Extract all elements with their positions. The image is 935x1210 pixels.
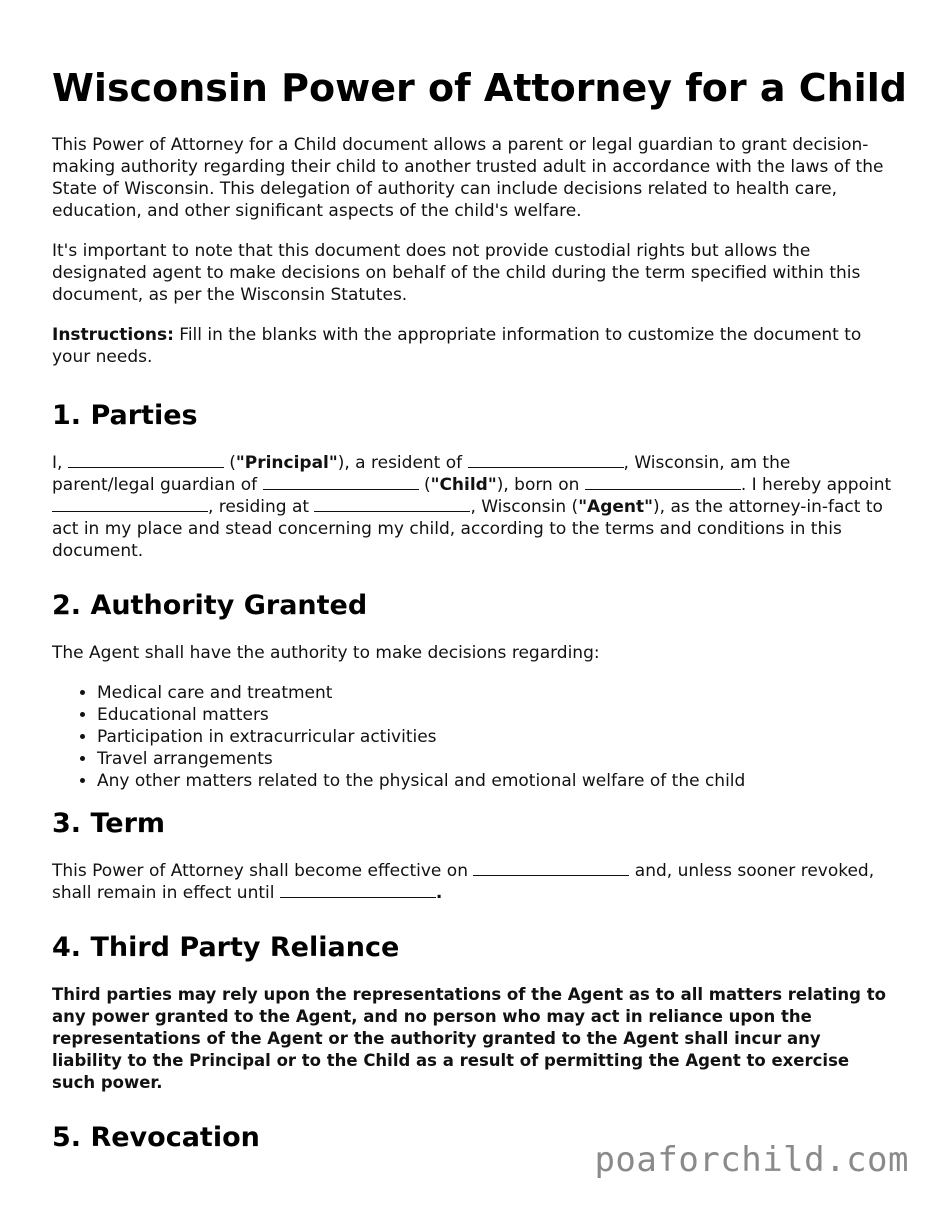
list-item: • Participation in extracurricular activities (97, 726, 892, 748)
residence-blank[interactable] (468, 452, 624, 468)
parties-text: ( (223, 453, 236, 473)
list-item: • Medical care and treatment (97, 682, 892, 704)
reliance-paragraph: Third parties may rely upon the representations of the Agent as to all matters relating to any power granted to the Agent, and no person who may act in reliance upon the representations of the Agent or the authority granted to the Agent shall incur any liability to the Principal or to the Child as a result of permitting the Agent to exercise such power. (52, 985, 886, 1092)
parties-text: ), as the attorney-in-fact to act in my place and stead concerning my child, according to the terms and conditions in this document. (52, 497, 883, 561)
agent-name-blank[interactable] (52, 496, 208, 512)
list-item: • Travel arrangements (97, 748, 892, 770)
section-heading-authority: 2. Authority Granted (52, 590, 368, 621)
term-paragraph (52, 860, 892, 904)
section-heading-term: 3. Term (52, 808, 166, 839)
document-page (52, 62, 907, 1174)
authority-list (52, 682, 892, 792)
parties-text: ( (418, 475, 431, 495)
instructions-text: Fill in the blanks with the appropriate information to customize the document to your needs. (52, 325, 862, 367)
parties-text: , Wisconsin, am the parent/legal guardian of (52, 453, 791, 495)
parties-paragraph (52, 452, 892, 562)
section-heading-revocation: 5. Revocation (52, 1122, 260, 1153)
end-date-blank[interactable] (280, 882, 436, 898)
section-heading-parties: 1. Parties (52, 400, 198, 431)
list-item: • Any other matters related to the physical and emotional welfare of the child (97, 770, 892, 792)
section-heading-reliance: 4. Third Party Reliance (52, 932, 400, 963)
agent-address-blank[interactable] (314, 496, 470, 512)
child-name-blank[interactable] (263, 474, 419, 490)
principal-name-blank[interactable] (68, 452, 224, 468)
term-text: This Power of Attorney shall become effective on (52, 861, 474, 881)
parties-text: , Wisconsin ( (470, 497, 579, 517)
intro-paragraph-1: This Power of Attorney for a Child document allows a parent or legal guardian to grant decision-making authority regarding their child to another trusted adult in accordance with the laws of the State of Wisconsin. This delegation of authority can include decisions related to health care, education, and other significant aspects of the child's welfare. (52, 135, 884, 221)
parties-text: I, (52, 453, 68, 473)
instructions-paragraph (52, 324, 892, 368)
child-term: "Child" (430, 475, 497, 495)
term-text: and, unless sooner revoked, shall remain in effect until (52, 861, 875, 903)
parties-text: ), a resident of (337, 453, 468, 473)
parties-text: , residing at (208, 497, 315, 517)
authority-intro: The Agent shall have the authority to make decisions regarding: (52, 643, 600, 663)
parties-text: ), born on (496, 475, 585, 495)
intro-paragraph-2: It's important to note that this document does not provide custodial rights but allows the designated agent to make decisions on behalf of the child during the term specified within this document, as per the Wisconsin Statutes. (52, 241, 861, 305)
parties-text: . I hereby appoint (740, 475, 892, 495)
birth-date-blank[interactable] (585, 474, 741, 490)
term-text: . (435, 883, 443, 903)
principal-term: "Principal" (235, 453, 338, 473)
instructions-label: Instructions: (52, 325, 174, 345)
site-watermark: poaforchild.com (594, 1140, 909, 1180)
document-title: Wisconsin Power of Attorney for a Child (52, 66, 907, 110)
agent-term: "Agent" (578, 497, 653, 517)
effective-date-blank[interactable] (473, 860, 629, 876)
list-item: • Educational matters (97, 704, 892, 726)
